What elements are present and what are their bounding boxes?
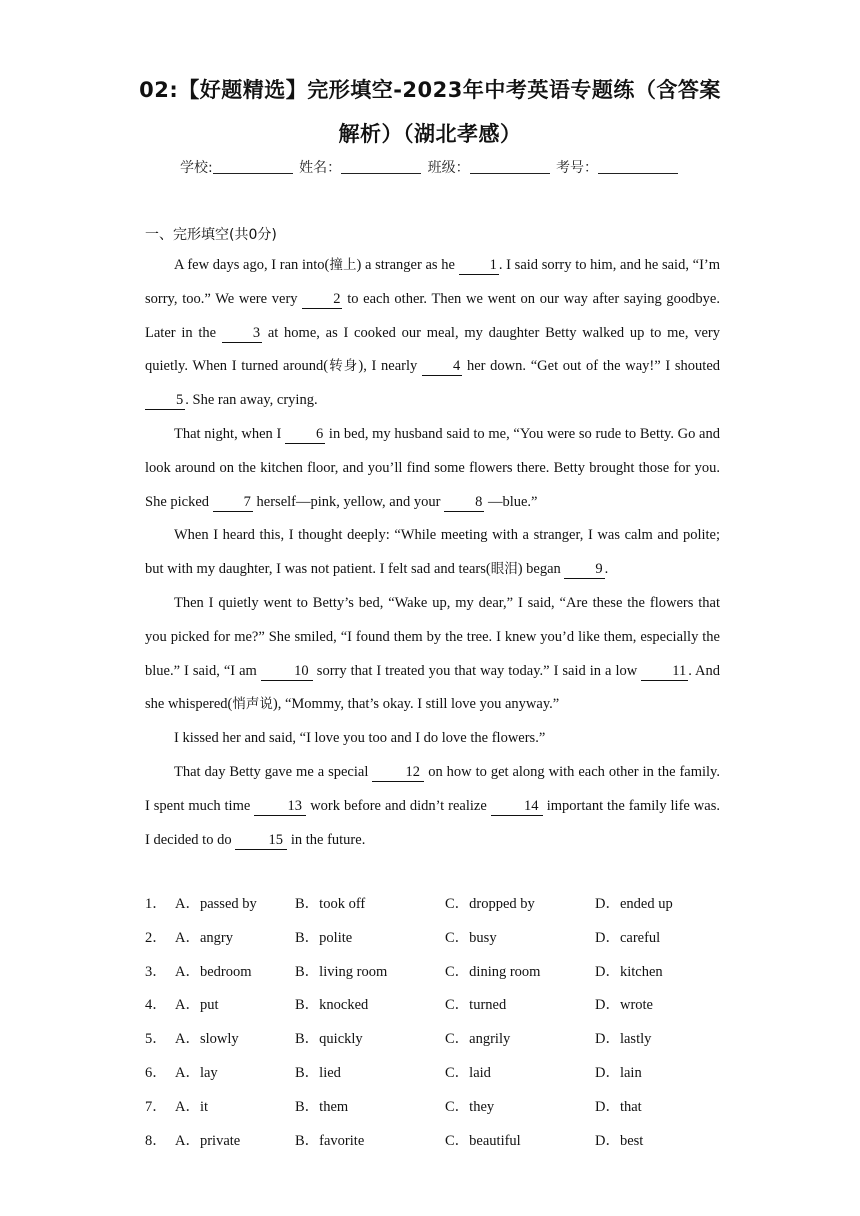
option-d[interactable]: D．kitchen	[595, 963, 663, 980]
text-run: That night, when I	[174, 425, 285, 442]
option-d[interactable]: D．wrote	[595, 997, 653, 1014]
option-c[interactable]: C．beautiful	[445, 1132, 521, 1149]
blank-13[interactable]: 13	[254, 798, 306, 816]
option-b[interactable]: B．took off	[295, 896, 366, 912]
option-a[interactable]: A．lay	[175, 1064, 218, 1081]
blank-1[interactable]: 1	[459, 257, 499, 275]
paragraph-4	[145, 587, 720, 722]
blank-14[interactable]: 14	[491, 798, 543, 816]
school-label: 学校:	[179, 160, 213, 176]
text-run: important the family life was. I decided to do	[145, 797, 720, 848]
text-run: .	[604, 561, 609, 578]
question-row	[145, 888, 745, 922]
option-a[interactable]: A．passed by	[175, 896, 257, 912]
cloze-passage	[145, 249, 720, 857]
option-b[interactable]: B．living room	[295, 963, 388, 980]
blank-4[interactable]: 4	[422, 358, 462, 376]
text-run: in the future.	[287, 831, 366, 848]
text-run: on how to get along with each other in the family. I spent much time	[145, 763, 720, 814]
text-run: to each other. Then we went on our way after saying goodbye. Later in the	[145, 290, 720, 341]
text-run: work before and didn’t realize	[306, 797, 491, 814]
blank-8[interactable]: 8	[444, 494, 484, 512]
school-field[interactable]	[213, 159, 293, 174]
blank-12[interactable]: 12	[372, 764, 424, 782]
text-run: Then I quietly went to Betty’s bed, “Wake up, my dear,” I said, “Are these the flowers that you picked for me?” She smiled, “I found them by the tree. I knew you’d like them, especially the blue.” I said, “I am	[145, 594, 720, 679]
option-b[interactable]: B．lied	[295, 1064, 341, 1081]
text-run: . And she whispered(	[145, 662, 720, 713]
page-title-line-1: 02:【好题精选】完形填空-2023年中考英语专题练（含答案	[139, 78, 721, 102]
option-c[interactable]: C．dining room	[445, 963, 541, 980]
question-number: 6．	[145, 1064, 167, 1081]
question-row	[145, 989, 745, 1023]
question-number: 8．	[145, 1132, 167, 1149]
question-row	[145, 1057, 745, 1091]
text-run: sorry that I treated you that way today.” I said in a low	[312, 662, 642, 679]
option-c[interactable]: C．busy	[445, 929, 497, 946]
text-run: That day Betty gave me a special	[174, 763, 373, 780]
option-c[interactable]: C．they	[445, 1098, 495, 1115]
option-b[interactable]: B．favorite	[295, 1132, 365, 1149]
blank-2[interactable]: 2	[302, 291, 342, 309]
blank-10[interactable]: 10	[261, 663, 313, 681]
option-d[interactable]: D．ended up	[595, 896, 673, 912]
class-label: 班级：	[427, 160, 470, 176]
option-b[interactable]: B．quickly	[295, 1031, 363, 1048]
question-row	[145, 956, 745, 990]
question-row	[145, 1091, 745, 1125]
text-run: ) a stranger as he	[356, 257, 459, 273]
paragraph-2	[145, 418, 720, 519]
text-run: at home, as I cooked our meal, my daughter Betty walked up to me, very quietly. When I turned around(	[145, 324, 720, 375]
text-run: ), I nearly	[358, 358, 422, 375]
blank-6[interactable]: 6	[285, 426, 325, 444]
paragraph-3	[145, 519, 720, 587]
question-number: 5．	[145, 1031, 167, 1048]
option-a[interactable]: A．private	[175, 1132, 241, 1149]
option-c[interactable]: C．angrily	[445, 1031, 511, 1048]
text-run: her down. “Get out of the way!” I shouted	[462, 358, 721, 375]
option-a[interactable]: A．bedroom	[175, 963, 252, 980]
option-d[interactable]: D．careful	[595, 929, 661, 946]
text-run: . I said sorry to him, and he said, “I’m sorry, too.” We were very	[145, 257, 721, 307]
question-row	[145, 922, 745, 956]
question-number: 2．	[145, 929, 167, 946]
text-run: When I heard this, I thought deeply: “While meeting with a stranger, I was calm and polite; but with my daughter, I was not patient. I felt sad and tears(	[145, 527, 720, 578]
paragraph-6	[145, 756, 720, 857]
student-info-line	[0, 157, 860, 177]
chinese-gloss: 眼泪	[490, 561, 518, 578]
name-field[interactable]	[341, 159, 421, 174]
text-run: in bed, my husband said to me, “You were so rude to Betty. Go and look around on the kitchen floor, and you’ll find some flowers there. Betty brought those for you. She picked	[145, 425, 720, 510]
text-run: A few days ago, I ran into(	[174, 257, 330, 273]
option-a[interactable]: A．put	[175, 997, 219, 1014]
option-d[interactable]: D．lastly	[595, 1031, 652, 1048]
option-b[interactable]: B．polite	[295, 929, 353, 946]
blank-11[interactable]: 11	[641, 663, 688, 681]
blank-9[interactable]: 9	[564, 561, 604, 579]
blank-7[interactable]: 7	[213, 494, 253, 512]
option-d[interactable]: D．that	[595, 1098, 642, 1115]
text-run: —blue.”	[484, 493, 538, 510]
name-label: 姓名：	[299, 160, 342, 176]
chinese-gloss: 撞上	[329, 257, 357, 273]
option-b[interactable]: B．knocked	[295, 997, 369, 1014]
option-b[interactable]: B．them	[295, 1098, 349, 1115]
option-a[interactable]: A．slowly	[175, 1031, 239, 1048]
blank-5[interactable]: 5	[145, 392, 185, 410]
option-d[interactable]: D．best	[595, 1132, 644, 1149]
option-c[interactable]: C．dropped by	[445, 896, 535, 912]
page-title-line-2: 解析）（湖北孝感）	[338, 122, 522, 146]
chinese-gloss: 悄声说	[232, 696, 273, 713]
paragraph-5: I kissed her and said, “I love you too and I do love the flowers.”	[174, 730, 546, 747]
question-number: 1．	[145, 896, 167, 912]
question-number: 3．	[145, 963, 167, 980]
paragraph-1	[145, 249, 720, 418]
text-run: ), “Mommy, that’s okay. I still love you anyway.”	[272, 696, 560, 713]
text-run: ) began	[517, 561, 565, 578]
exam-number-field[interactable]	[598, 159, 678, 174]
question-number: 4．	[145, 997, 167, 1014]
question-row	[145, 1023, 745, 1057]
question-row	[145, 1125, 745, 1159]
text-run: herself—pink, yellow, and your	[252, 493, 445, 510]
answer-options	[145, 888, 745, 1158]
option-c[interactable]: C．laid	[445, 1064, 491, 1081]
class-field[interactable]	[470, 159, 550, 174]
option-a[interactable]: A．angry	[175, 929, 233, 946]
text-run: . She ran away, crying.	[185, 392, 318, 409]
option-c[interactable]: C．turned	[445, 997, 507, 1014]
section-title: 一、完形填空(共0分)	[145, 227, 277, 243]
exam-number-label: 考号：	[556, 160, 599, 176]
blank-3[interactable]: 3	[222, 325, 262, 343]
option-a[interactable]: A．it	[175, 1098, 209, 1115]
blank-15[interactable]: 15	[235, 832, 287, 850]
question-number: 7．	[145, 1098, 167, 1115]
option-d[interactable]: D．lain	[595, 1064, 642, 1081]
chinese-gloss: 转身	[328, 358, 359, 375]
